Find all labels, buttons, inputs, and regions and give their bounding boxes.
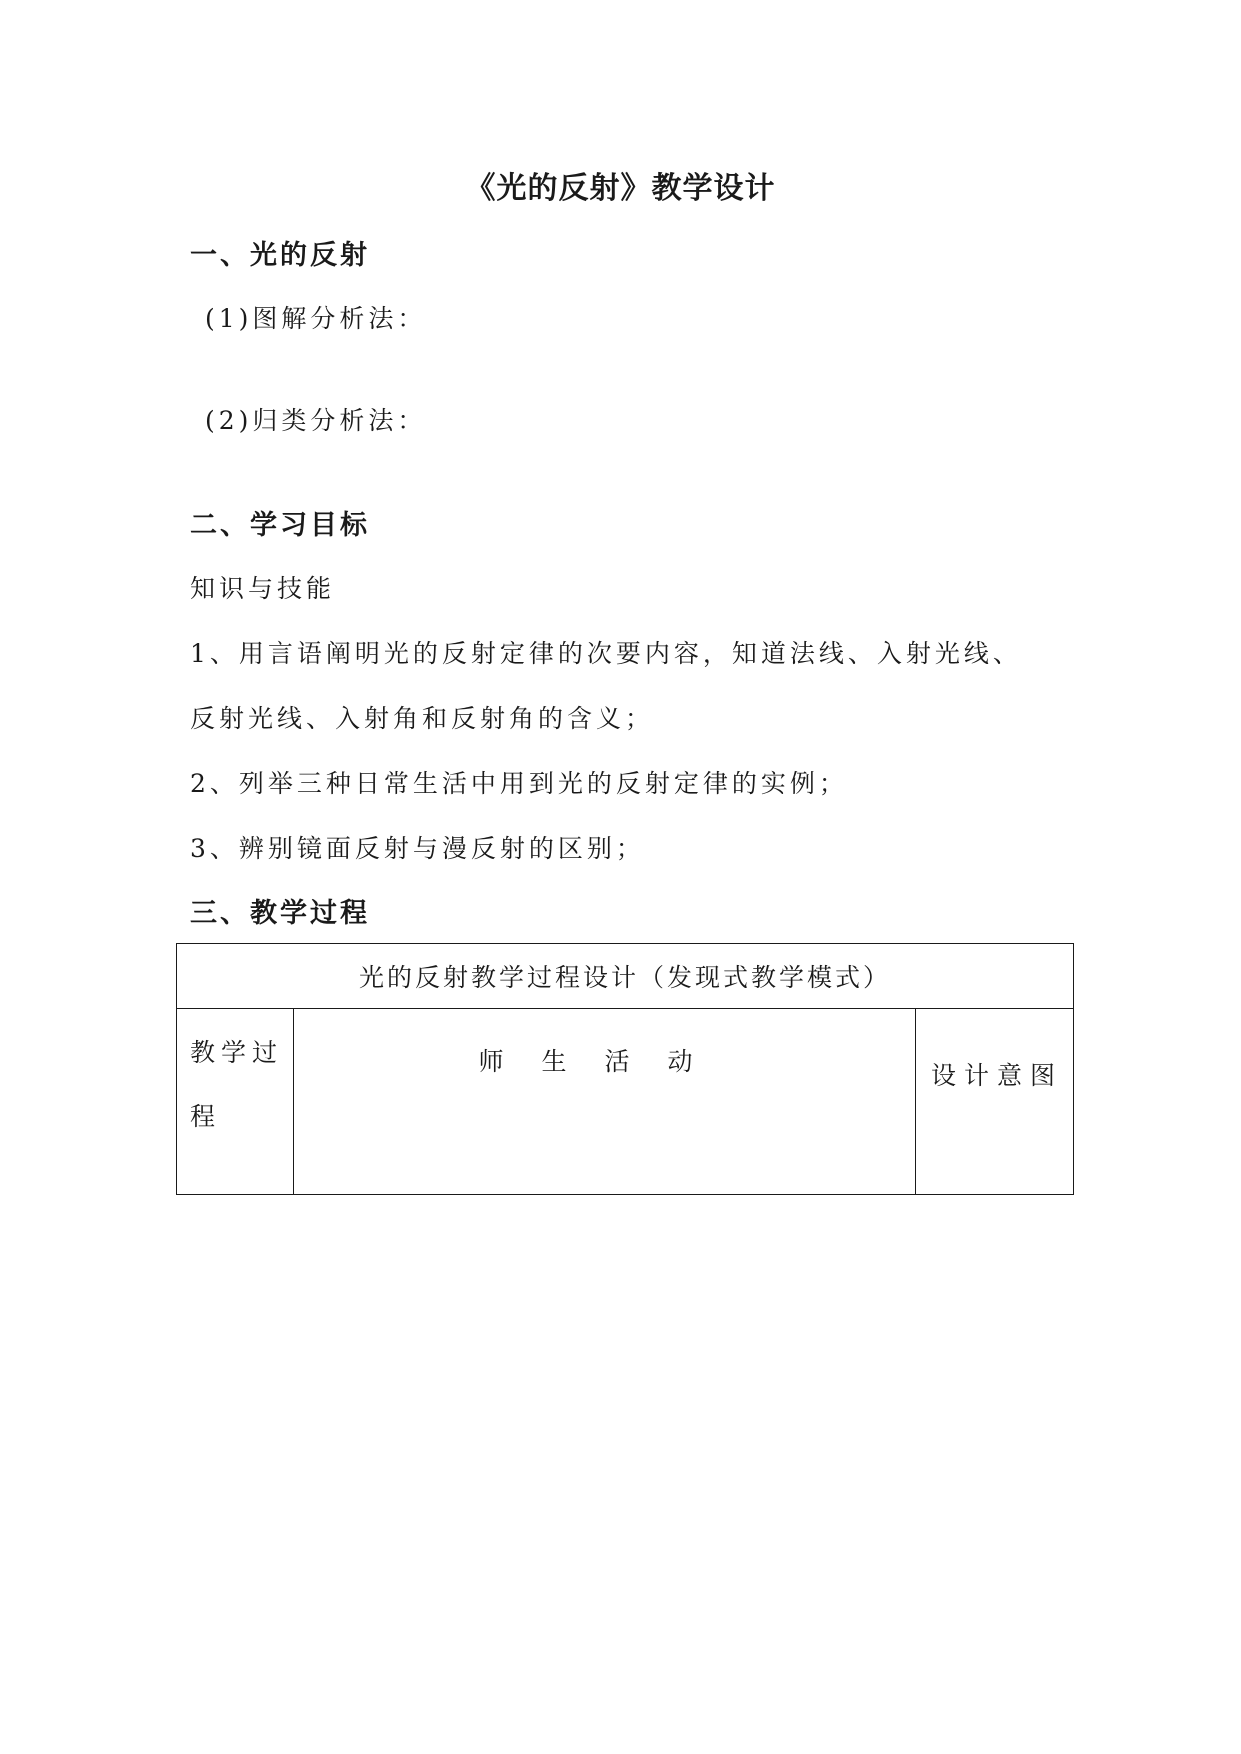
method-item-graphic: (1)图解分析法： bbox=[205, 304, 427, 333]
header-teaching-process: 教学过程 bbox=[177, 1009, 294, 1195]
document-title: 《光的反射》教学设计 bbox=[465, 171, 776, 206]
section-heading-process: 三、教学过程 bbox=[190, 898, 370, 929]
header-teacher-student-activity: 师生活动 bbox=[294, 1009, 916, 1195]
objective-line: 2、列举三种日常生活中用到光的反射定律的实例； bbox=[190, 769, 848, 798]
teaching-process-table bbox=[176, 943, 1074, 1195]
table-caption-row bbox=[177, 944, 1074, 1009]
method-item-classification: (2)归类分析法： bbox=[205, 406, 427, 435]
objective-line: 1、用言语阐明光的反射定律的次要内容，知道法线、入射光线、 bbox=[190, 639, 1022, 668]
table-caption: 光的反射教学过程设计（发现式教学模式） bbox=[177, 944, 1074, 1009]
table-header-row bbox=[177, 1009, 1074, 1195]
header-design-intent: 设计意图 bbox=[916, 1009, 1074, 1195]
section-heading-reflection: 一、光的反射 bbox=[190, 240, 370, 271]
section-heading-objectives: 二、学习目标 bbox=[190, 510, 370, 541]
objective-line: 反射光线、入射角和反射角的含义； bbox=[190, 704, 655, 733]
objectives-subheading: 知识与技能 bbox=[190, 574, 336, 603]
objective-line: 3、辨别镜面反射与漫反射的区别； bbox=[190, 834, 645, 863]
